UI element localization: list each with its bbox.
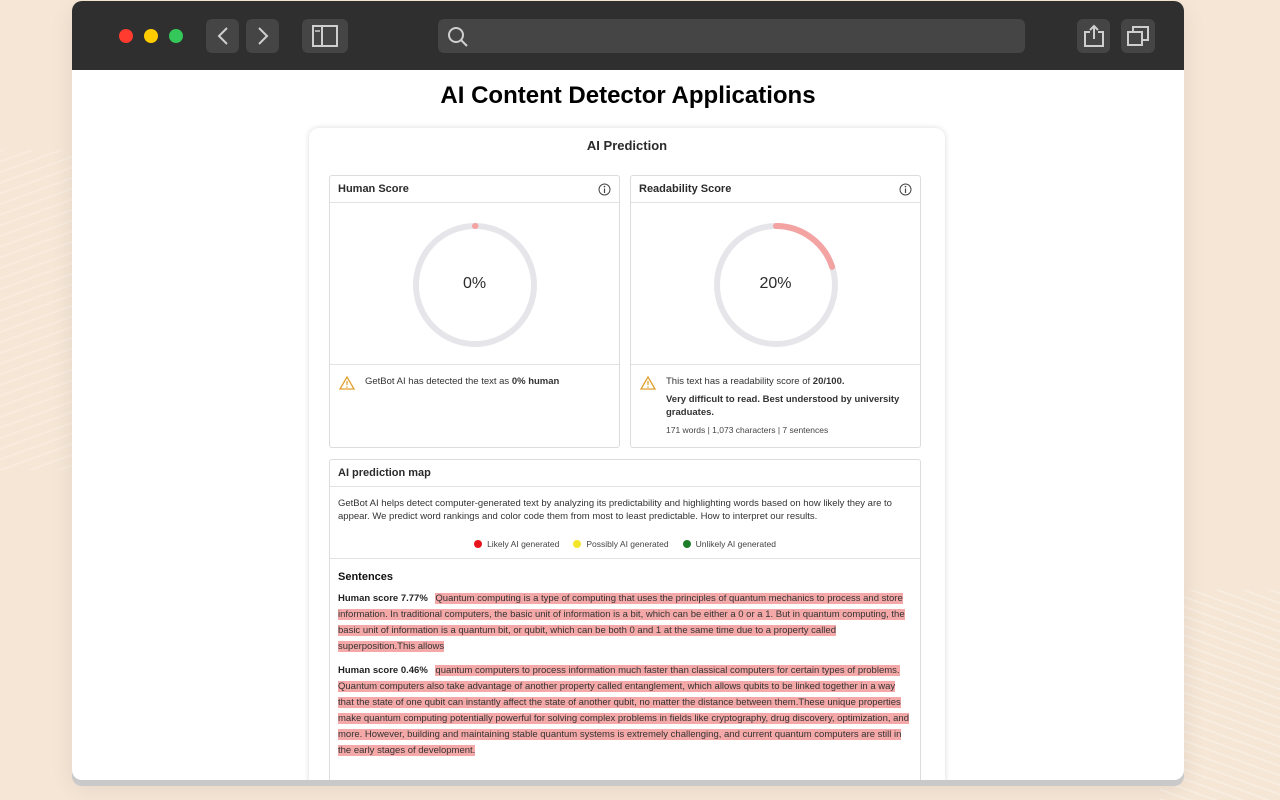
tabs-icon xyxy=(1126,25,1150,47)
highlighted-sentence: Quantum computing is a type of computing that uses the principles of quantum mechanics to process and store information. In traditional computers, the basic unit of information is a bit, which can be either a 0 or a 1. But in quantum computing, the basic unit of information is a quantum bit, or qubit, which can be both 0 and 1 at the same time due to a property called superposition.This allows xyxy=(338,593,905,652)
legend-item-possibly xyxy=(573,539,668,549)
sentence-score-label: Human score 7.77% xyxy=(338,593,428,604)
chevron-right-icon xyxy=(257,26,269,46)
legend-item-likely xyxy=(474,539,559,549)
card-title: Human Score xyxy=(338,183,409,195)
readability-message: This text has a readability score of xyxy=(666,376,813,387)
legend-label: Unlikely AI generated xyxy=(695,539,776,549)
legend-label: Possibly AI generated xyxy=(586,539,669,549)
green-dot-icon xyxy=(683,540,691,548)
panel-title: AI Prediction xyxy=(586,138,668,153)
human-score-message: GetBot AI has detected the text as xyxy=(365,376,512,387)
card-title: Readability Score xyxy=(639,183,732,195)
address-bar[interactable] xyxy=(438,19,1025,53)
human-score-card xyxy=(329,175,620,448)
back-button[interactable] xyxy=(206,19,239,53)
map-description: GetBot AI helps detect computer-generated text by analyzing its predictability and highlighting words based on how likely they are to appear. We predict word rankings and color code them from most to least predictable. How to interpret our results. xyxy=(338,498,892,522)
forward-button[interactable] xyxy=(246,19,279,53)
yellow-dot-icon xyxy=(573,540,581,548)
legend-label: Likely AI generated xyxy=(487,539,560,549)
text-stats: 171 words | 1,073 characters | 7 sentences xyxy=(666,425,829,435)
page-title: AI Content Detector Applications xyxy=(440,82,816,109)
sidebar-toggle-button[interactable] xyxy=(302,19,348,53)
page-content xyxy=(72,70,1184,780)
minimize-window-button[interactable] xyxy=(144,29,158,43)
sentences-heading: Sentences xyxy=(338,571,394,583)
info-icon[interactable] xyxy=(899,183,912,196)
browser-window xyxy=(72,1,1184,780)
close-window-button[interactable] xyxy=(119,29,133,43)
highlighted-sentence: quantum computers to process information much faster than classical computers for certain types of problems. Quantum computers also take advantage of another property called entanglement, which allows qubits to be linked together in a way that the state of one qubit can instantly affect the state of another qubit, no matter the distance between them.These unique properties make quantum computing potentially powerful for solving complex problems in fields like cryptography, drug discovery, optimization, and more. However, building and maintaining stable quantum systems is extremely challenging, and current quantum computers are still in the early stages of development. xyxy=(338,665,909,756)
maximize-window-button[interactable] xyxy=(169,29,183,43)
readability-score-value: 20% xyxy=(759,275,792,292)
sentence-score-label: Human score 0.46% xyxy=(338,665,428,676)
human-score-value: 0% xyxy=(462,275,487,292)
sentence-item xyxy=(330,655,920,759)
sentence-item xyxy=(330,583,920,655)
readability-score-card xyxy=(630,175,921,448)
tab-overview-button[interactable] xyxy=(1121,19,1155,53)
browser-toolbar xyxy=(72,1,1184,70)
chevron-left-icon xyxy=(217,26,229,46)
red-dot-icon xyxy=(474,540,482,548)
sidebar-icon xyxy=(312,25,338,47)
legend xyxy=(330,539,920,559)
share-icon xyxy=(1083,24,1105,48)
human-score-message-bold: 0% human xyxy=(511,376,560,387)
readability-message-bold: 20/100. xyxy=(812,376,845,387)
legend-item-unlikely xyxy=(683,539,776,549)
warning-icon xyxy=(339,376,355,390)
share-button[interactable] xyxy=(1077,19,1110,53)
map-title: AI prediction map xyxy=(330,460,920,487)
ai-prediction-map-card xyxy=(329,459,921,780)
readability-verdict: Very difficult to read. Best understood by university graduates. xyxy=(666,394,900,418)
ai-prediction-panel xyxy=(309,128,945,780)
warning-icon xyxy=(640,376,656,390)
info-icon[interactable] xyxy=(598,183,611,196)
search-icon xyxy=(447,26,469,48)
